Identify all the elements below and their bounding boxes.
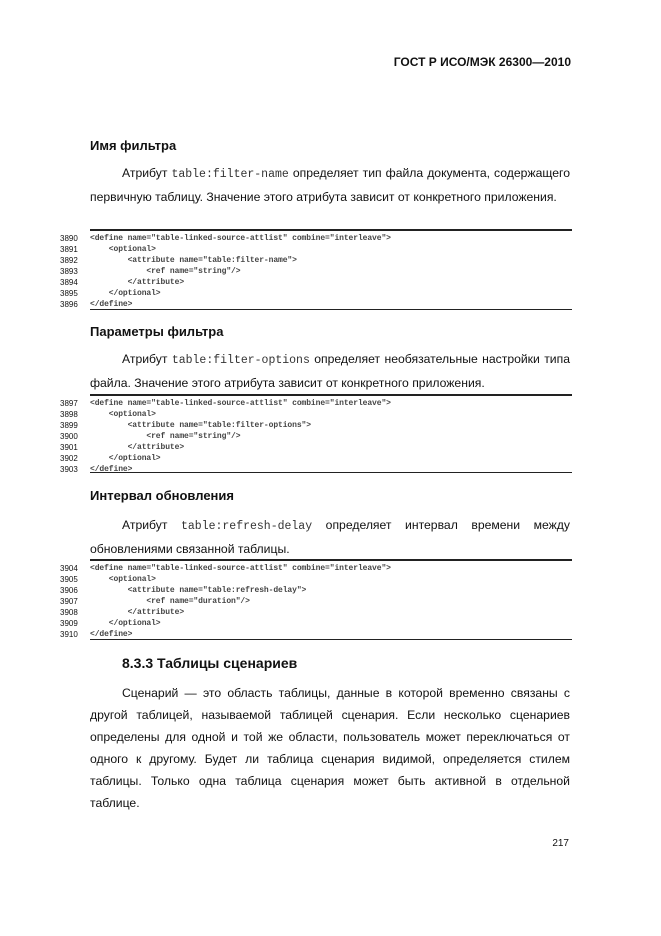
paragraph-filter-options xyxy=(90,348,570,394)
line-number: 3902 xyxy=(60,454,78,463)
paragraph-scenario-tables: Сценарий — это область таблицы, данные в которой временно связаны с другой таблицей, называемой таблицей сценария. Если несколько сценариев определены для одной и той же области, пользователь может переключаться от одного к другому. Будет ли таблица сценария видимой, определяется стилем таблицы. Только одна таблица сценария может быть активной в отдельной таблице. xyxy=(90,686,570,810)
paragraph-text-start: Атрибут xyxy=(122,352,168,366)
code-text: </optional> xyxy=(90,454,161,463)
line-number: 3891 xyxy=(60,245,78,254)
line-number: 3910 xyxy=(60,630,78,639)
code-text: </attribute> xyxy=(90,608,185,617)
line-number: 3894 xyxy=(60,278,78,287)
line-number: 3896 xyxy=(60,300,78,309)
section-heading-refresh-delay: Интервал обновления xyxy=(90,488,234,503)
code-text: </optional> xyxy=(90,289,161,298)
code-rule-bottom xyxy=(90,472,572,473)
line-number: 3900 xyxy=(60,432,78,441)
code-text: <define name="table-linked-source-attlist" combine="interleave"> xyxy=(90,234,391,243)
section-heading-scenario-tables: 8.3.3 Таблицы сценариев xyxy=(122,655,298,671)
code-text: <ref name="duration"/> xyxy=(90,597,250,606)
code-text: <attribute name="table:filter-name"> xyxy=(90,256,297,265)
code-listing xyxy=(60,394,572,474)
line-number: 3903 xyxy=(60,465,78,474)
paragraph-text-end: определяет тип файла документа, содержащего первичную таблицу. Значение этого атрибута зависит от конкретного приложения. xyxy=(90,166,570,204)
code-text: </optional> xyxy=(90,619,161,628)
line-number: 3908 xyxy=(60,608,78,617)
document-header: ГОСТ Р ИСО/МЭК 26300—2010 xyxy=(393,55,571,69)
code-text: <attribute name="table:refresh-delay"> xyxy=(90,586,307,595)
section-heading-filter-name: Имя фильтра xyxy=(90,138,177,153)
code-rule-top xyxy=(90,394,572,396)
code-term: table:filter-name xyxy=(171,168,289,181)
line-number: 3905 xyxy=(60,575,78,584)
line-number: 3890 xyxy=(60,234,78,243)
code-listing xyxy=(60,229,572,313)
line-number: 3904 xyxy=(60,564,78,573)
line-number: 3898 xyxy=(60,410,78,419)
line-number: 3906 xyxy=(60,586,78,595)
paragraph-text-start: Атрибут xyxy=(122,518,168,532)
code-rule-top xyxy=(90,229,572,231)
line-number: 3909 xyxy=(60,619,78,628)
line-number: 3901 xyxy=(60,443,78,452)
code-rule-top xyxy=(90,559,572,561)
code-term: table:refresh-delay xyxy=(180,520,313,533)
line-number: 3899 xyxy=(60,421,78,430)
code-text: <ref name="string"/> xyxy=(90,267,241,276)
code-term: table:filter-options xyxy=(171,354,310,367)
code-text: <optional> xyxy=(90,575,156,584)
line-number: 3895 xyxy=(60,289,78,298)
code-rule-bottom xyxy=(90,639,572,640)
line-number: 3897 xyxy=(60,399,78,408)
line-number: 3893 xyxy=(60,267,78,276)
line-number: 3892 xyxy=(60,256,78,265)
paragraph-text-end: определяет интервал времени между обновлениями связанной таблицы. xyxy=(90,518,571,556)
code-text: <define name="table-linked-source-attlist" combine="interleave"> xyxy=(90,564,391,573)
paragraph-text-start: Атрибут xyxy=(122,166,168,180)
code-text: </define> xyxy=(90,630,133,639)
code-text: <optional> xyxy=(90,245,156,254)
code-text: <attribute name="table:filter-options"> xyxy=(90,421,311,430)
paragraph-filter-name xyxy=(90,162,570,208)
paragraph-text-end: определяет необязательные настройки типа файла. Значение этого атрибута зависит от конкретного приложения. xyxy=(90,352,570,390)
line-number: 3907 xyxy=(60,597,78,606)
code-text: </define> xyxy=(90,465,133,474)
code-text: <ref name="string"/> xyxy=(90,432,241,441)
code-listing xyxy=(60,559,572,641)
code-text: </attribute> xyxy=(90,278,185,287)
code-text: </define> xyxy=(90,300,133,309)
paragraph-refresh-delay xyxy=(90,514,570,560)
code-rule-bottom xyxy=(90,309,572,310)
code-text: </attribute> xyxy=(90,443,185,452)
section-heading-filter-options: Параметры фильтра xyxy=(90,324,224,339)
code-text: <define name="table-linked-source-attlist" combine="interleave"> xyxy=(90,399,391,408)
code-text: <optional> xyxy=(90,410,156,419)
page-number: 217 xyxy=(552,838,569,849)
